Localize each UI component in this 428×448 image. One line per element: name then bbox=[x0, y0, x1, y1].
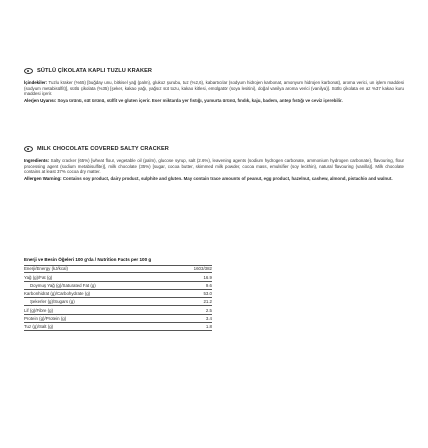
english-allergen-label: Allergen Warning: bbox=[24, 175, 62, 181]
nutrition-label: Lif (g)/Fibre (g) bbox=[24, 307, 54, 313]
nutrition-value: 1603/382 bbox=[193, 266, 212, 272]
nutrition-rows bbox=[24, 265, 212, 331]
nutrition-value: 53.0 bbox=[203, 291, 212, 297]
english-ingredients-text: Salty cracker (65%) [wheat flour, vegetable oil (palm), glucose syrup, salt (2.6%), leavening agents (sodium hydrogen carbonate, ammonium hydrogen carbonate), flavouring, flour processing agent (sodium metabisulfite)], milk chocolate (35%) [sugar, cocoa butter, skimmed milk powder, cocoa mass, emulsifier (soy lecithin), natural flavouring (vanilla)]. Milk chocolate contains at least 37% cocoa dry matter. bbox=[24, 158, 404, 175]
nutrition-row bbox=[24, 265, 212, 273]
turkish-ingredients-label: İçindekiler: bbox=[24, 80, 48, 85]
nutrition-row bbox=[24, 273, 212, 281]
nutrition-value: 1.8 bbox=[205, 324, 212, 330]
nutrition-label: Yağ (g)/Fat (g) bbox=[24, 274, 53, 280]
nutrition-value: 3.4 bbox=[205, 316, 212, 322]
turkish-title bbox=[24, 68, 404, 74]
nutrition-label: Şekerler (g)/Sugars (g) bbox=[30, 299, 75, 305]
nutrition-row bbox=[24, 315, 212, 323]
nutrition-label: Protein (g)/Protein (g) bbox=[24, 316, 67, 322]
nutrition-row bbox=[24, 298, 212, 306]
turkish-title-text: SÜTLÜ ÇİKOLATA KAPLI TUZLU KRAKER bbox=[37, 68, 153, 74]
nutrition-value: 9.6 bbox=[205, 282, 212, 288]
nutrition-row bbox=[24, 323, 212, 331]
nutrition-row bbox=[24, 306, 212, 314]
turkish-allergen-label: Alerjen Uyarısı: bbox=[24, 97, 57, 103]
nutrition-label: Karbonhidrat (g)/Carbohydrate (g) bbox=[24, 291, 91, 297]
nutrition-label: Tuz (g)/Salt (g) bbox=[24, 324, 54, 330]
nutrition-value: 16.9 bbox=[203, 274, 212, 280]
eye-icon bbox=[24, 146, 33, 152]
nutrition-value: 21.2 bbox=[203, 299, 212, 305]
nutrition-label: Enerji/Energy (kJ/kcal) bbox=[24, 266, 68, 272]
turkish-ingredients bbox=[24, 80, 404, 97]
english-ingredients-label: Ingredients: bbox=[24, 158, 50, 163]
turkish-allergen bbox=[24, 98, 404, 104]
english-section bbox=[24, 146, 404, 182]
english-allergen-text: Contains soy product, dairy product, sulphite and gluten. May contain trace amounts of peanut, egg product, hazelnut, cashew, almond, pistachio and walnut. bbox=[62, 175, 393, 181]
turkish-ingredients-text: Tuzlu kraker (%65) [buğday unu, bitkisel yağ (palm), glukoz şurubu, tuz (%2,6), kabartıcılar (sodyum hidrojen karbonat, amonyum hidrojen karbonat), aroma verici, un işlem maddesi (sodyum metabisülfit)], sütlü çikolata (%35) [şeker, kakao yağı, yağsız süt tozu, kakao kitlesi, emülgatör (soya lesitini), doğal vanilya aroma verici (vanilya)]. Sütlü çikolata en az %37 kakao kuru maddesi içerir. bbox=[24, 80, 404, 97]
nutrition-row bbox=[24, 290, 212, 298]
nutrition-table bbox=[24, 257, 212, 331]
turkish-allergen-text: Soya ürünü, süt ürünü, sülfit ve gluten içerir. Eser miktarda yer fıstığı, yumurta ürünü, fındık, kaju, badem, antep fıstığı ve ceviz içerebilir. bbox=[57, 97, 343, 103]
nutrition-row bbox=[24, 282, 212, 290]
nutrition-label: Doymuş Yağ (g)/Saturated Fat (g) bbox=[30, 282, 96, 288]
english-ingredients bbox=[24, 158, 404, 175]
eye-icon bbox=[24, 68, 33, 74]
english-allergen bbox=[24, 176, 404, 182]
nutrition-value: 2.5 bbox=[205, 307, 212, 313]
nutrition-header: Enerji ve Besin Öğeleri 100 g'da / Nutrition Facts per 100 g bbox=[24, 257, 152, 262]
turkish-section bbox=[24, 68, 404, 104]
english-title-text: MILK CHOCOLATE COVERED SALTY CRACKER bbox=[37, 146, 169, 152]
english-title bbox=[24, 146, 404, 152]
